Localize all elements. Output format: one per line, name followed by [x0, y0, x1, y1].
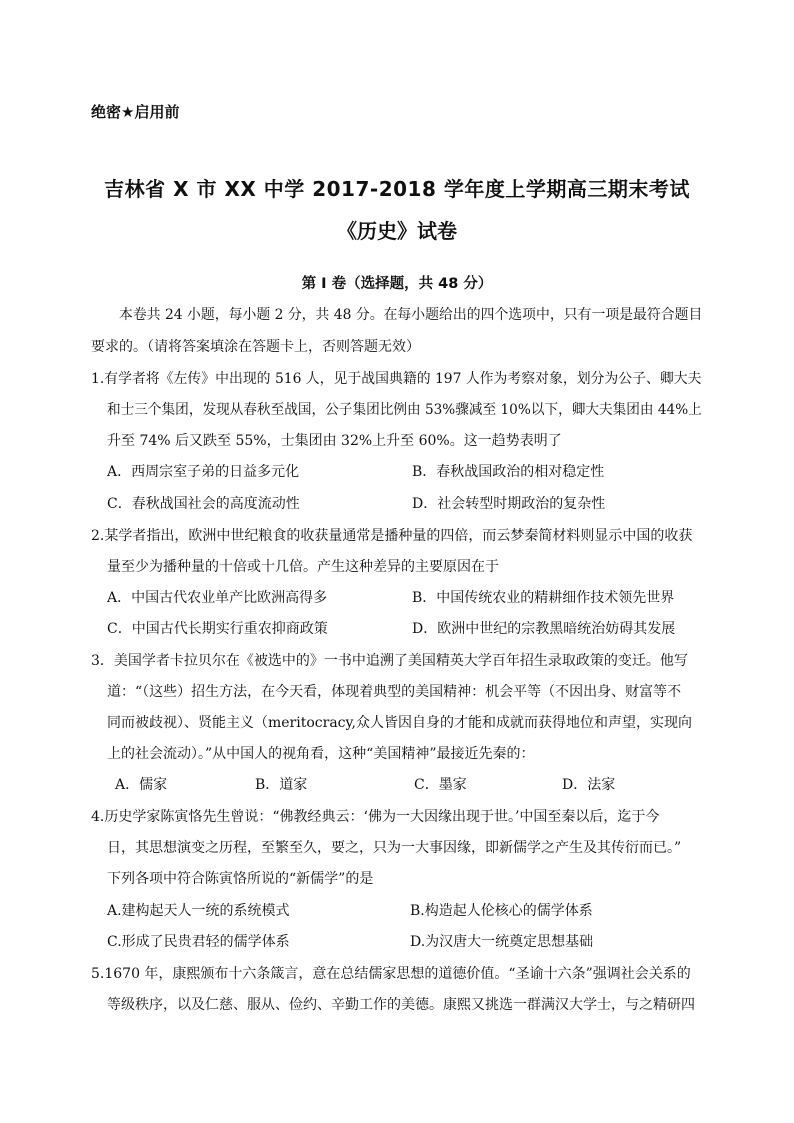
question-4-option-d: D.为汉唐大一统奠定思想基础 [410, 934, 594, 950]
exam-subtitle: 《历史》试卷 [337, 219, 457, 243]
question-1-option-a: A．西周宗室子弟的日益多元化 [107, 464, 300, 480]
question-4-option-a: A.建构起天人一统的系统模式 [107, 903, 290, 919]
exam-title: 吉林省 X 市 XX 中学 2017-2018 学年度上学期高三期末考试 [104, 177, 690, 201]
question-4-line-1: 4.历史学家陈寅恪先生曾说：“佛教经典云：‘佛为一大因缘出现于世。’中国至秦以后，迄于今 [91, 809, 660, 825]
question-2-option-b: B．中国传统农业的精耕细作技术领先世界 [412, 590, 675, 606]
question-1-line-2: 和士三个集团，发现从春秋至战国，公子集团比例由 53%骤减至 10%以下，卿大夫集团由 44%上 [107, 402, 702, 418]
question-5-line-1: 5.1670 年，康熙颁布十六条箴言，意在总结儒家思想的道德价值。“圣谕十六条”强调社会关系的 [91, 966, 691, 982]
question-3-option-c: C．墨家 [414, 777, 467, 793]
question-3-line-3: 同而被歧视）、贤能主义（meritocracy,众人皆因自身的才能和成就而获得地位和声望，实现向 [107, 715, 693, 731]
question-1-line-3: 升至 74% 后又跌至 55%，士集团由 32%上升至 60%。这一趋势表明了 [107, 433, 562, 449]
section-heading: 第 I 卷（选择题，共 48 分） [301, 276, 493, 292]
question-2-option-a: A．中国古代农业单产比欧洲高得多 [107, 590, 328, 606]
question-1-option-c: C．春秋战国社会的高度流动性 [107, 496, 300, 512]
question-3-option-d: D．法家 [562, 777, 616, 793]
question-2-option-c: C．中国古代长期实行重农抑商政策 [107, 621, 328, 637]
question-2-line-1: 2.某学者指出，欧洲中世纪粮食的收获量通常是播种量的四倍，而云梦秦简材料则显示中国的收获 [91, 528, 693, 544]
confidential-label: 绝密★启用前 [91, 103, 180, 121]
question-4-option-b: B.构造起人伦核心的儒学体系 [410, 903, 593, 919]
question-1-option-b: B．春秋战国政治的相对稳定性 [412, 464, 605, 480]
question-2-line-2: 量至少为播种量的十倍或十几倍。产生这种差异的主要原因在于 [107, 559, 499, 575]
question-4-line-2: 日，其思想演变之历程，至繁至久，要之，只为一大事因缘，即新儒学之产生及其传衍而已。” [107, 840, 682, 856]
question-3-option-a: A．儒家 [115, 777, 168, 793]
question-4-line-3: 下列各项中符合陈寅恪所说的“新儒学”的是 [107, 871, 374, 887]
question-4-option-c: C.形成了民贵君轻的儒学体系 [107, 934, 290, 950]
question-3-line-1: 3．美国学者卡拉贝尔在《被选中的》一书中追溯了美国精英大学百年招生录取政策的变迁。他写 [91, 653, 688, 669]
instructions-line-2: 要求的。（请将答案填涂在答题卡上，否则答题无效） [91, 339, 420, 355]
question-1-option-d: D．社会转型时期政治的复杂性 [412, 496, 606, 512]
question-2-option-d: D．欧洲中世纪的宗教黑暗统治妨碍其发展 [412, 621, 676, 637]
question-3-line-4: 上的社会流动）。”从中国人的视角看，这种“美国精神”最接近先秦的： [107, 746, 535, 762]
instructions-line-1: 本卷共 24 小题，每小题 2 分，共 48 分。在每小题给出的四个选项中，只有一项是最符合题目 [119, 307, 703, 323]
question-3-line-2: 道：“（这些）招生方法，在今天看，体现着典型的美国精神：机会平等（不因出身、财富等不 [107, 684, 682, 700]
question-3-option-b: B．道家 [255, 777, 308, 793]
question-1-line-1: 1.有学者将《左传》中出现的 516 人，见于战国典籍的 197 人作为考察对象，划分为公子、卿大夫 [91, 371, 702, 387]
question-5-line-2: 等级秩序，以及仁慈、服从、俭约、辛勤工作的美德。康熙又挑选一群满汉大学士，与之精研四 [107, 997, 695, 1013]
